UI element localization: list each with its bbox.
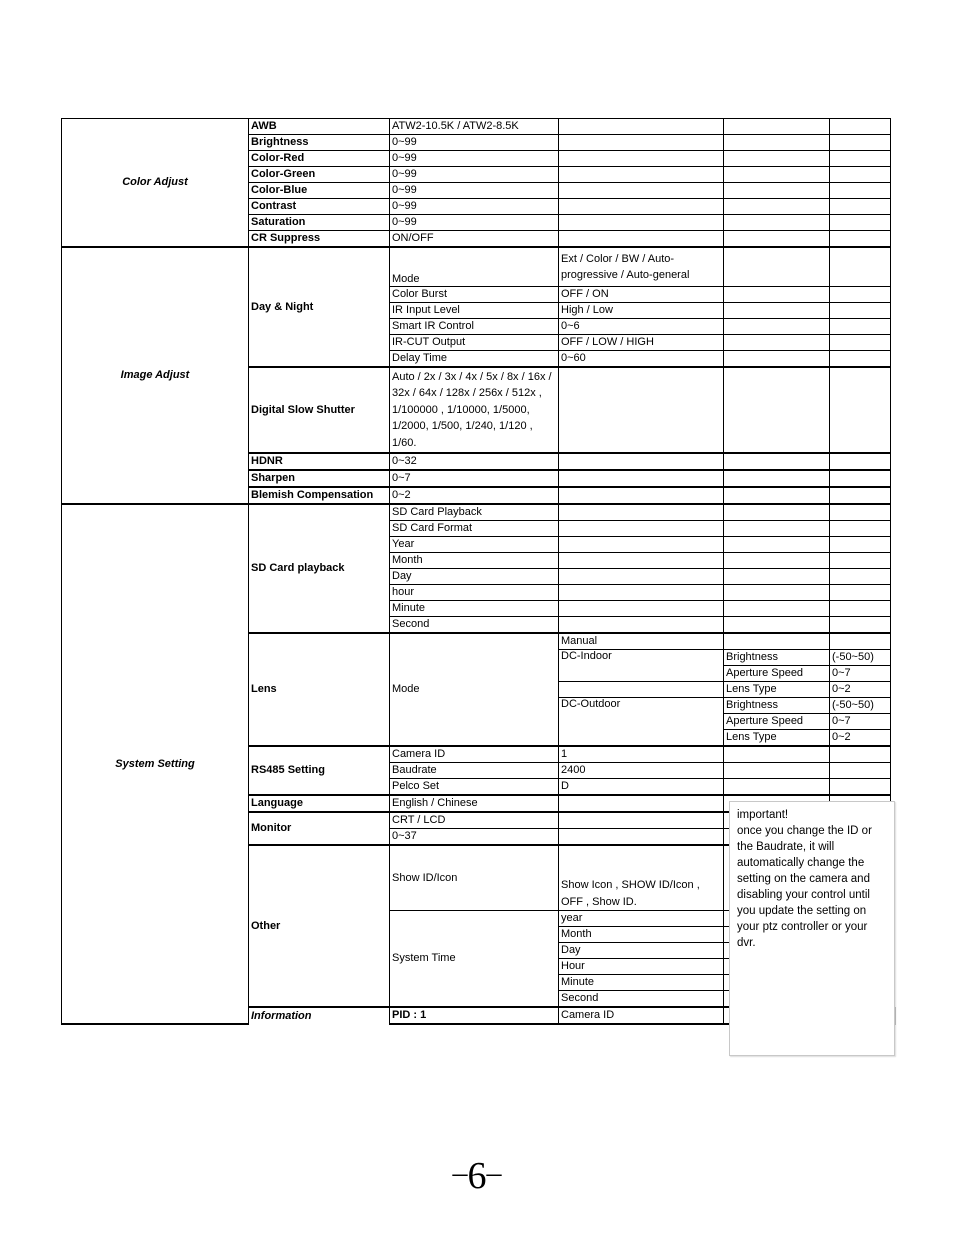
empty-cell [559, 601, 724, 617]
time-field: Hour [559, 959, 724, 975]
time-field: Month [559, 927, 724, 943]
lens-sub-value: 0~7 [830, 714, 891, 730]
time-field: Day [559, 943, 724, 959]
note-line: setting on the camera and [737, 873, 870, 885]
setting-item: SD Card Format [390, 521, 559, 537]
note-line: the Baudrate, it will [737, 841, 835, 853]
lens-sub-item: Aperture Speed [724, 714, 830, 730]
lens-sub-value: 0~7 [830, 666, 891, 682]
empty-cell [724, 521, 830, 537]
note-line: important! [737, 809, 789, 821]
note-line: your ptz controller or your [737, 921, 868, 933]
empty-cell [830, 135, 891, 151]
empty-cell [724, 287, 830, 303]
empty-cell [559, 682, 724, 698]
empty-cell [724, 135, 830, 151]
empty-cell [830, 335, 891, 351]
empty-cell [559, 367, 724, 453]
setting-value: 0~2 [390, 487, 559, 504]
empty-cell [559, 119, 724, 135]
empty-cell [559, 537, 724, 553]
setting-item: Show ID/Icon [390, 845, 559, 911]
section-color-adjust: Color Adjust [62, 119, 249, 248]
setting-value: 0~99 [390, 167, 559, 183]
empty-cell [724, 537, 830, 553]
group-sharpen: Sharpen [249, 470, 390, 487]
empty-cell [830, 504, 891, 521]
empty-cell [830, 553, 891, 569]
setting-item: hour [390, 585, 559, 601]
setting-value: 0~99 [390, 135, 559, 151]
setting-value: 0~7 [390, 470, 559, 487]
empty-cell [724, 746, 830, 763]
empty-cell [724, 487, 830, 504]
setting-item: Year [390, 537, 559, 553]
empty-cell [559, 453, 724, 470]
lens-mode-option: DC-Indoor [559, 650, 724, 682]
setting-value: 0~99 [390, 151, 559, 167]
setting-value: High / Low [559, 303, 724, 319]
setting-item: Mode [390, 247, 559, 287]
setting-item: Camera ID [390, 746, 559, 763]
setting-item: CR Suppress [249, 231, 390, 248]
empty-cell [559, 231, 724, 248]
setting-value: 0~99 [390, 183, 559, 199]
group-language: Language [249, 795, 390, 812]
empty-cell [559, 569, 724, 585]
empty-cell [559, 504, 724, 521]
setting-value: English / Chinese [390, 795, 559, 812]
empty-cell [830, 487, 891, 504]
empty-cell [724, 303, 830, 319]
setting-value: 0~99 [390, 199, 559, 215]
empty-cell [724, 231, 830, 248]
setting-item: Pelco Set [390, 779, 559, 796]
lens-sub-item: Lens Type [724, 730, 830, 747]
group-day-night: Day & Night [249, 247, 390, 367]
empty-cell [724, 215, 830, 231]
empty-cell [724, 351, 830, 368]
empty-cell [559, 215, 724, 231]
lens-sub-item: Lens Type [724, 682, 830, 698]
group-pid: PID : 1 [390, 1007, 559, 1024]
setting-value: Auto / 2x / 3x / 4x / 5x / 8x / 16x / 32x / 64x / 128x / 256x / 512x , 1/100000 , 1/10000, 1/5000, 1/2000, 1/500, 1/240, 1/120 , 1/60. [390, 367, 559, 453]
setting-value: 2400 [559, 763, 724, 779]
empty-cell [724, 633, 830, 650]
empty-cell [559, 553, 724, 569]
setting-item: IR-CUT Output [390, 335, 559, 351]
empty-cell [724, 617, 830, 634]
lens-sub-value: (-50~50) [830, 698, 891, 714]
empty-cell [724, 247, 830, 287]
empty-cell [559, 199, 724, 215]
setting-item: Camera ID [559, 1007, 724, 1024]
setting-value: 0~37 [390, 829, 559, 846]
empty-cell [830, 183, 891, 199]
setting-item: SD Card Playback [390, 504, 559, 521]
empty-cell [830, 617, 891, 634]
empty-cell [830, 151, 891, 167]
group-hdnr: HDNR [249, 453, 390, 470]
setting-item: Contrast [249, 199, 390, 215]
empty-cell [724, 151, 830, 167]
empty-cell [830, 167, 891, 183]
empty-cell [559, 470, 724, 487]
lens-mode-option: DC-Outdoor [559, 698, 724, 747]
time-field: Second [559, 991, 724, 1008]
setting-value: 1 [559, 746, 724, 763]
empty-cell [830, 569, 891, 585]
setting-value: ATW2-10.5K / ATW2-8.5K [390, 119, 559, 135]
group-rs485-setting: RS485 Setting [249, 746, 390, 795]
setting-item: Brightness [249, 135, 390, 151]
note-line: dvr. [737, 937, 756, 949]
empty-cell [724, 119, 830, 135]
empty-cell [724, 470, 830, 487]
setting-value: D [559, 779, 724, 796]
lens-sub-value: 0~2 [830, 682, 891, 698]
setting-value: 0~6 [559, 319, 724, 335]
note-line: automatically change the [737, 857, 865, 869]
group-monitor: Monitor [249, 812, 390, 845]
empty-cell [724, 601, 830, 617]
setting-value: Show Icon , SHOW ID/Icon , OFF , Show ID. [559, 845, 724, 911]
page-number-dash: – [486, 1156, 502, 1189]
empty-cell [830, 601, 891, 617]
time-field: Minute [559, 975, 724, 991]
group-lens: Lens [249, 633, 390, 746]
empty-cell [724, 199, 830, 215]
empty-cell [559, 487, 724, 504]
setting-item: Color Burst [390, 287, 559, 303]
empty-cell [830, 763, 891, 779]
empty-cell [724, 183, 830, 199]
empty-cell [830, 453, 891, 470]
empty-cell [830, 367, 891, 453]
empty-cell [724, 319, 830, 335]
empty-cell [830, 746, 891, 763]
setting-value: OFF / ON [559, 287, 724, 303]
lens-sub-item: Brightness [724, 698, 830, 714]
setting-item: Smart IR Control [390, 319, 559, 335]
section-image-adjust: Image Adjust [62, 247, 249, 504]
setting-item: Day [390, 569, 559, 585]
empty-cell [559, 829, 724, 846]
empty-cell [724, 553, 830, 569]
empty-cell [559, 795, 724, 812]
empty-cell [830, 303, 891, 319]
empty-cell [830, 779, 891, 796]
setting-value: 0~60 [559, 351, 724, 368]
empty-cell [830, 287, 891, 303]
setting-value: CRT / LCD [390, 812, 559, 829]
note-line: once you change the ID or [737, 825, 872, 837]
empty-cell [830, 199, 891, 215]
lens-sub-item: Brightness [724, 650, 830, 666]
setting-item: Color-Blue [249, 183, 390, 199]
setting-item: System Time [390, 911, 559, 1008]
empty-cell [559, 183, 724, 199]
empty-cell [830, 119, 891, 135]
section-information: Information [249, 1007, 390, 1024]
empty-cell [559, 151, 724, 167]
setting-item: Color-Green [249, 167, 390, 183]
page-number [0, 1150, 954, 1199]
empty-cell [830, 585, 891, 601]
setting-item: Second [390, 617, 559, 634]
lens-sub-item: Aperture Speed [724, 666, 830, 682]
empty-cell [559, 585, 724, 601]
important-note-box [729, 801, 895, 1056]
empty-cell [724, 569, 830, 585]
group-other: Other [249, 845, 390, 1007]
lens-sub-value: 0~2 [830, 730, 891, 747]
empty-cell [830, 470, 891, 487]
empty-cell [830, 215, 891, 231]
setting-item: Saturation [249, 215, 390, 231]
empty-cell [724, 367, 830, 453]
setting-item: Baudrate [390, 763, 559, 779]
page-number-value: 6 [467, 1155, 487, 1197]
empty-cell [724, 585, 830, 601]
page-number-dash: – [452, 1156, 468, 1189]
empty-cell [559, 135, 724, 151]
setting-value: OFF / LOW / HIGH [559, 335, 724, 351]
empty-cell [830, 521, 891, 537]
setting-item: Minute [390, 601, 559, 617]
note-line: disabling your control until [737, 889, 870, 901]
group-digital-slow-shutter: Digital Slow Shutter [249, 367, 390, 453]
empty-cell [724, 453, 830, 470]
note-line: you update the setting on [737, 905, 867, 917]
empty-cell [559, 167, 724, 183]
empty-cell [830, 633, 891, 650]
empty-cell [830, 537, 891, 553]
lens-mode-option: Manual [559, 633, 724, 650]
setting-item: Color-Red [249, 151, 390, 167]
lens-sub-value: (-50~50) [830, 650, 891, 666]
group-blemish-compensation: Blemish Compensation [249, 487, 390, 504]
empty-cell [724, 763, 830, 779]
setting-item: Month [390, 553, 559, 569]
empty-cell [830, 351, 891, 368]
setting-item: Delay Time [390, 351, 559, 368]
empty-cell [724, 779, 830, 796]
group-sd-card-playback: SD Card playback [249, 504, 390, 633]
empty-cell [830, 247, 891, 287]
setting-value: ON/OFF [390, 231, 559, 248]
empty-cell [559, 521, 724, 537]
time-field: year [559, 911, 724, 927]
setting-value: Ext / Color / BW / Auto-progressive / Auto-general [559, 247, 724, 287]
setting-item: AWB [249, 119, 390, 135]
setting-item: Mode [390, 633, 559, 746]
empty-cell [830, 231, 891, 248]
empty-cell [724, 504, 830, 521]
setting-item: IR Input Level [390, 303, 559, 319]
empty-cell [559, 812, 724, 829]
empty-cell [724, 335, 830, 351]
empty-cell [724, 167, 830, 183]
empty-cell [830, 319, 891, 335]
setting-value: 0~99 [390, 215, 559, 231]
empty-cell [559, 617, 724, 634]
section-system-setting: System Setting [62, 504, 249, 1024]
setting-value: 0~32 [390, 453, 559, 470]
